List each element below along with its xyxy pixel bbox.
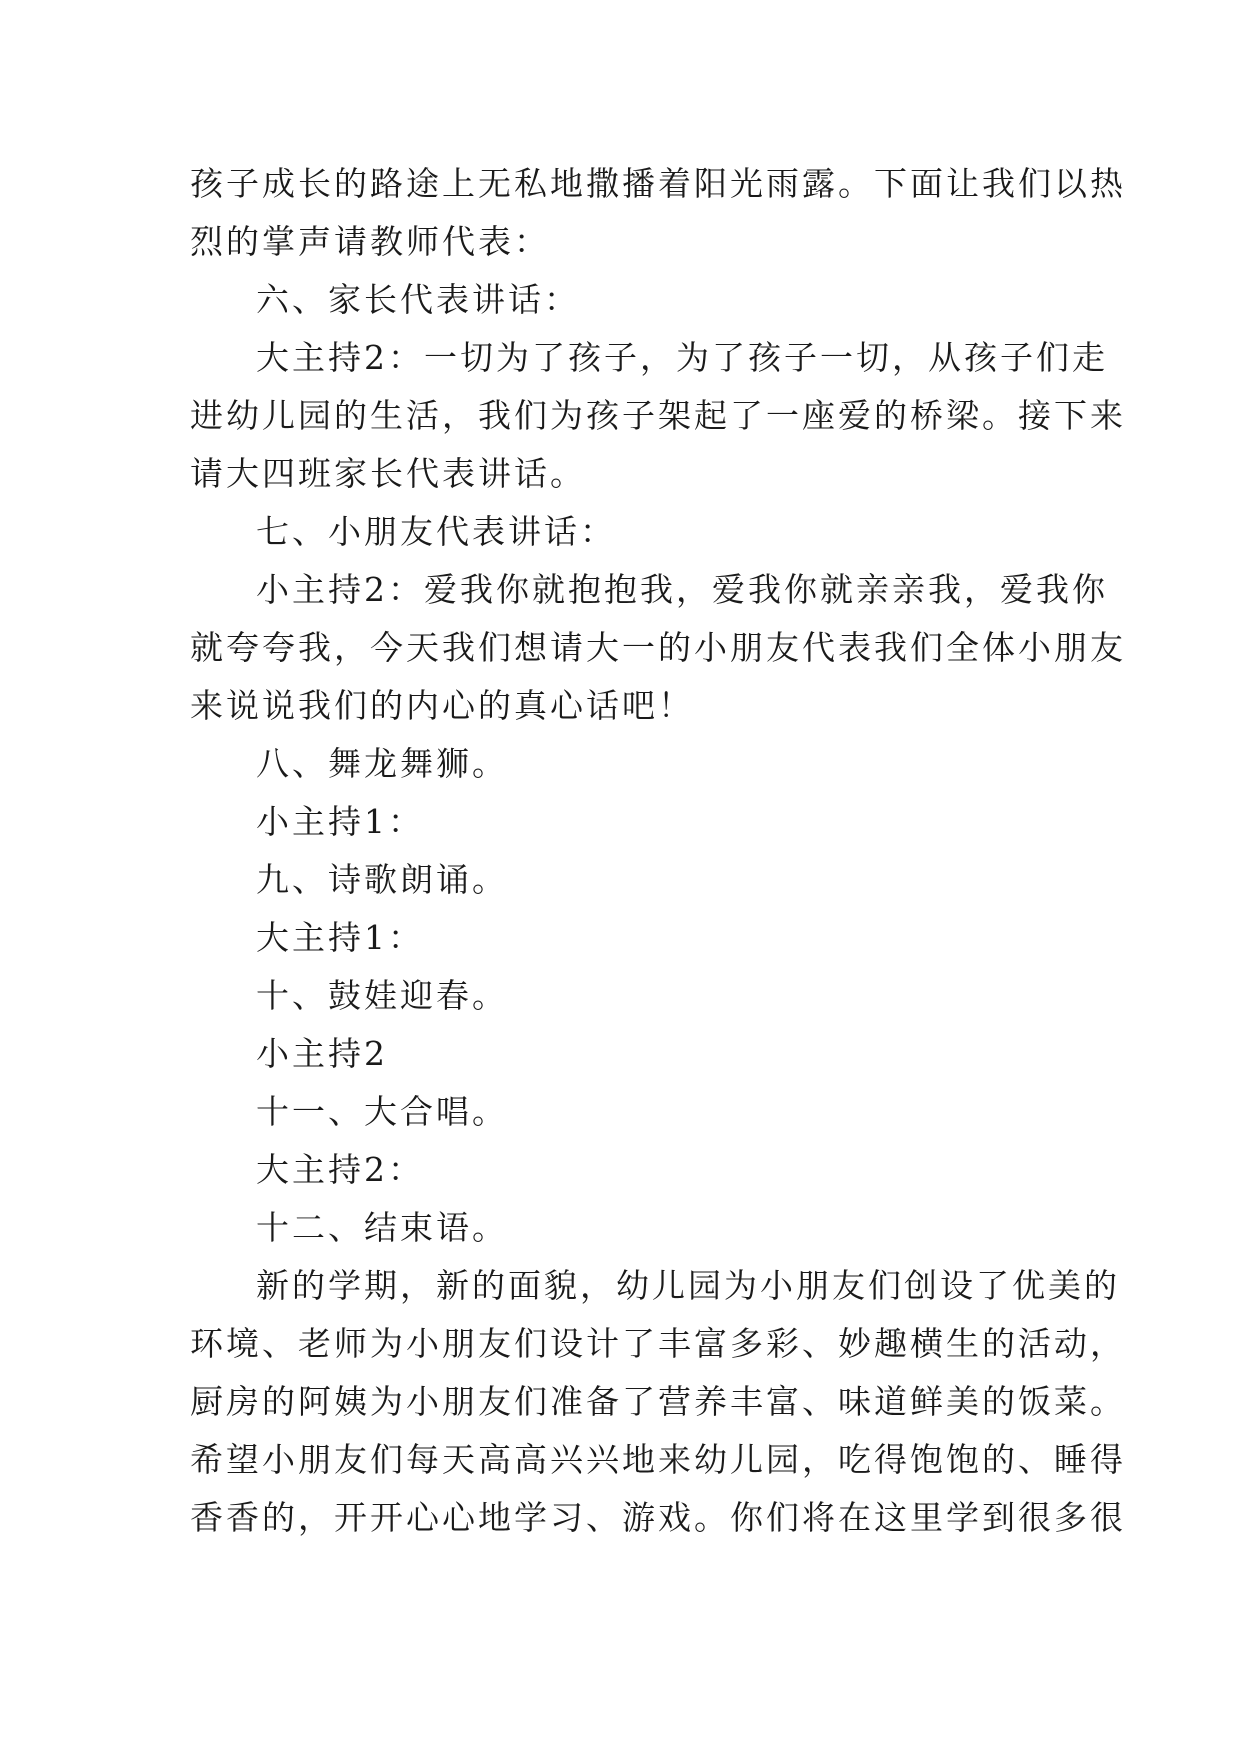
section-heading: 十一、大合唱。 <box>256 1092 508 1131</box>
section-heading: 七、小朋友代表讲话： <box>256 512 616 551</box>
text-line: 来说说我们的内心的真心话吧！ <box>190 686 694 725</box>
host-line: 小主持2 <box>256 1034 388 1073</box>
text-line: 孩子成长的路途上无私地撒播着阳光雨露。下面让我们以热 <box>190 164 1126 203</box>
text-line: 烈的掌声请教师代表： <box>190 222 550 261</box>
text-line: 请大四班家长代表讲话。 <box>190 454 586 493</box>
text-line: 就夸夸我，今天我们想请大一的小朋友代表我们全体小朋友 <box>190 628 1126 667</box>
section-heading: 八、舞龙舞狮。 <box>256 744 508 783</box>
section-heading: 十二、结束语。 <box>256 1208 508 1247</box>
section-heading: 六、家长代表讲话： <box>256 280 580 319</box>
section-heading: 十、鼓娃迎春。 <box>256 976 508 1015</box>
text-line: 小主持2：爱我你就抱抱我，爱我你就亲亲我，爱我你 <box>256 570 1108 609</box>
section-heading: 九、诗歌朗诵。 <box>256 860 508 899</box>
text-line: 环境、老师为小朋友们设计了丰富多彩、妙趣横生的活动， <box>190 1324 1126 1363</box>
text-line: 厨房的阿姨为小朋友们准备了营养丰富、味道鲜美的饭菜。 <box>190 1382 1126 1421</box>
text-line: 希望小朋友们每天高高兴兴地来幼儿园，吃得饱饱的、睡得 <box>190 1440 1126 1479</box>
text-line: 进幼儿园的生活，我们为孩子架起了一座爱的桥梁。接下来 <box>190 396 1126 435</box>
text-line: 香香的，开开心心地学习、游戏。你们将在这里学到很多很 <box>190 1498 1126 1537</box>
text-line: 大主持2：一切为了孩子，为了孩子一切，从孩子们走 <box>256 338 1108 377</box>
host-line: 小主持1： <box>256 802 424 841</box>
host-line: 大主持2： <box>256 1150 424 1189</box>
host-line: 大主持1： <box>256 918 424 957</box>
document-body <box>190 155 1126 1547</box>
text-line: 新的学期，新的面貌，幼儿园为小朋友们创设了优美的 <box>256 1266 1120 1305</box>
